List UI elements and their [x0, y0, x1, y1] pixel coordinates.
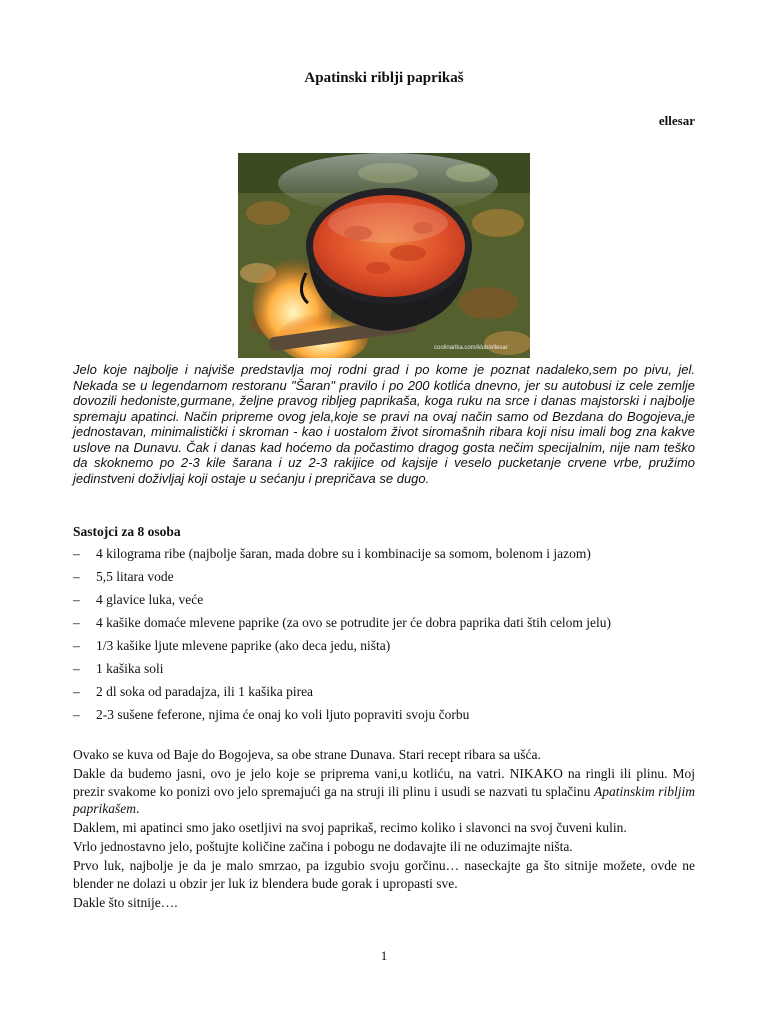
ingredient-text: 2-3 sušene feferone, njima će onaj ko voli ljuto popraviti svoju čorbu	[96, 707, 470, 722]
list-item	[73, 682, 713, 705]
cooking-pot-over-fire-icon	[238, 153, 530, 358]
body-paragraph: Vrlo jednostavno jelo, poštujte količine začina i pobogu ne dodavajte ili ne oduzimajte ništa.	[73, 839, 573, 854]
paragraph-text: Dakle da budemo jasni, ovo je jelo koje se priprema vani,u kotliću, na vatri. NIKAKO na ringli ili plinu. Moj prezir svakome ko ponizi ovo jelo spremajući ga na struji ili plinu i usudi se nazvati tu splačinu	[73, 766, 695, 799]
list-item	[73, 705, 713, 728]
list-item	[73, 636, 713, 659]
ingredient-text: 5,5 litara vode	[96, 569, 174, 584]
ingredients-list	[73, 544, 713, 728]
bullet-dash: –	[73, 707, 80, 722]
body-paragraph: Daklem, mi apatinci smo jako osetljivi na svoj paprikaš, recimo koliko i slavonci na svoj čuveni kulin.	[73, 820, 627, 835]
recipe-photo	[238, 153, 530, 358]
body-paragraph	[73, 765, 695, 818]
ingredient-text: 4 kašike domaće mlevene paprike (za ovo se potrudite jer će dobra paprika dati štih celom jelu)	[96, 615, 612, 630]
paragraph-text: .	[136, 801, 140, 816]
document-title: Apatinski riblji paprikaš	[304, 70, 464, 86]
bullet-dash: –	[73, 615, 80, 630]
list-item	[73, 567, 713, 590]
list-item	[73, 659, 713, 682]
bullet-dash: –	[73, 684, 80, 699]
bullet-dash: –	[73, 661, 80, 676]
list-item	[73, 544, 713, 567]
recipe-body	[73, 746, 695, 913]
italic-dish-name: Apatinskim ribljim paprikašem	[73, 783, 696, 816]
ingredient-text: 1 kašika soli	[96, 661, 164, 676]
bullet-dash: –	[73, 638, 80, 653]
author-name: ellesar	[658, 113, 695, 128]
ingredient-text: 4 kilograma ribe (najbolje šaran, mada dobre su i kombinacije sa somom, bolenom i jazom)	[96, 546, 591, 561]
photo-watermark: coolinarika.com/klub/ellesar	[434, 345, 508, 351]
list-item	[73, 613, 713, 636]
body-paragraph: Ovako se kuva od Baje do Bogojeva, sa obe strane Dunava. Stari recept ribara sa ušća.	[73, 747, 541, 762]
bullet-dash: –	[73, 546, 80, 561]
bullet-dash: –	[73, 569, 80, 584]
intro-paragraph: Jelo koje najbolje i najviše predstavlja moj rodni grad i po kome je poznat nadaleko,sem po pivu, jel. Nekada se u legendarnom restoranu "Šaran" pravilo i po 200 kotlića dnevno, jer su autobusi iz cele zemlje dovozili hedoniste,gurmane, željne pravog ribljeg paprikaša, koga ruku na srce i danas majstorski i najbolje spremaju apatinci. Način pripreme ovog jela,koje se pravi na ovaj način samo od Bezdana do Bogojeva,je jednostavan, minimalistički i skroman - kao i uostalom život siromašnih ribara koji nisu imali bog zna kakve uslove na Dunavu. Čak i danas kad hoćemo da počastimo dragog gosta nečim specijalnim, nije nam teško da skoknemo po 2-3 kile šarana i uz 2-3 rakijice od kajsije i veselo pucketanje crvene vrbe, pružimo jedinstveni doživljaj koji ostaje u sećanju i prepričava se dugo.	[73, 362, 695, 486]
page-number: 1	[380, 948, 388, 963]
list-item	[73, 590, 713, 613]
body-paragraph: Prvo luk, najbolje je da je malo smrzao, pa izgubio svoju gorčinu… naseckajte ga što sitnije možete, ovde ne blender ne dolazi u obzir jer luk iz blendera bude gorak i upropasti sve.	[73, 858, 695, 891]
ingredients-heading: Sastojci za 8 osoba	[73, 524, 181, 539]
ingredient-text: 1/3 kašike ljute mlevene paprike (ako deca jedu, ništa)	[96, 638, 391, 653]
bullet-dash: –	[73, 592, 80, 607]
body-paragraph: Dakle što sitnije….	[73, 894, 178, 910]
ingredient-text: 2 dl soka od paradajza, ili 1 kašika pirea	[96, 684, 314, 699]
ingredient-text: 4 glavice luka, veće	[96, 592, 204, 607]
